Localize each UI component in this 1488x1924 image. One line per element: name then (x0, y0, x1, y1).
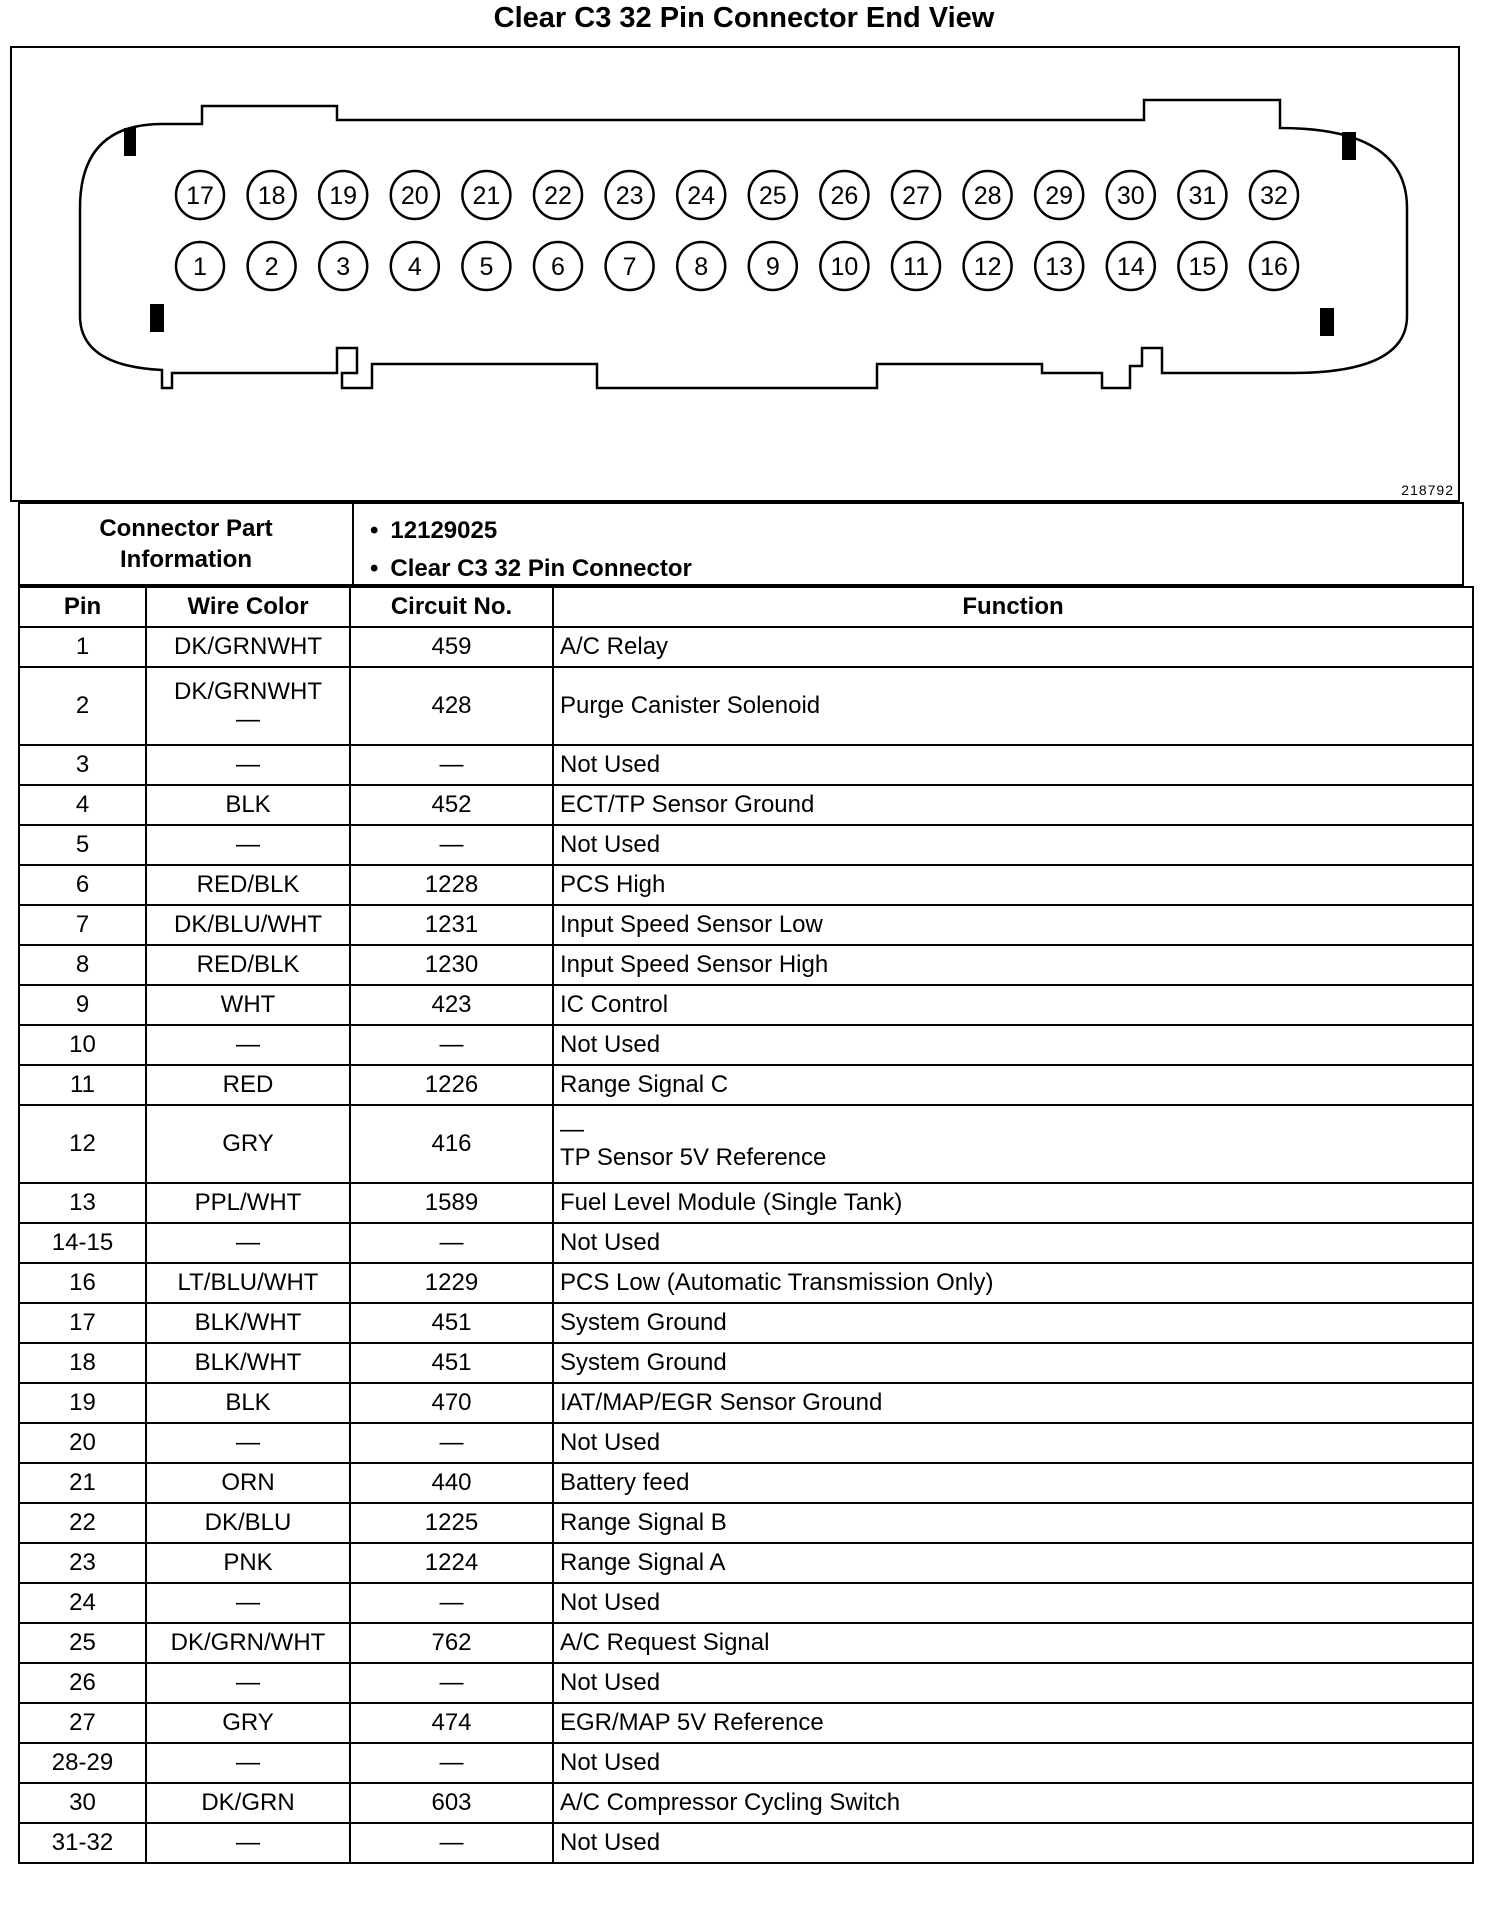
function-cell: Fuel Level Module (Single Tank) (553, 1183, 1473, 1223)
pin-label: 14 (1116, 253, 1145, 281)
pin-label: 19 (329, 182, 358, 210)
table-row (19, 627, 1473, 667)
function-cell: Not Used (553, 1025, 1473, 1065)
pin-label: 3 (336, 253, 351, 281)
function-cell (553, 1105, 1473, 1183)
wire-color-cell: — (146, 745, 350, 785)
wire-color-cell: GRY (146, 1703, 350, 1743)
wire-color-cell: — (146, 1025, 350, 1065)
circuit-cell: 428 (350, 667, 553, 745)
function-cell: ECT/TP Sensor Ground (553, 785, 1473, 825)
pin-cell: 21 (19, 1463, 146, 1503)
function-cell: Not Used (553, 825, 1473, 865)
pin-7 (606, 242, 654, 290)
pin-label: 31 (1188, 182, 1217, 210)
wire-color-cell: — (146, 1823, 350, 1863)
circuit-cell: 1231 (350, 905, 553, 945)
circuit-cell: — (350, 1583, 553, 1623)
wire-color-cell (146, 667, 350, 745)
table-header-row (19, 587, 1473, 627)
circuit-cell: 1589 (350, 1183, 553, 1223)
pin-1 (176, 242, 224, 290)
pin-label: 15 (1188, 253, 1217, 281)
circuit-cell: 1229 (350, 1263, 553, 1303)
table-row (19, 1303, 1473, 1343)
table-row (19, 1105, 1473, 1183)
pin-8 (677, 242, 725, 290)
pin-29 (1035, 171, 1083, 219)
table-row (19, 945, 1473, 985)
circuit-cell: — (350, 1743, 553, 1783)
table-row (19, 1025, 1473, 1065)
wire-color-cell: PNK (146, 1543, 350, 1583)
circuit-cell: 440 (350, 1463, 553, 1503)
pin-25 (749, 171, 797, 219)
pin-cell: 12 (19, 1105, 146, 1183)
circuit-cell: 416 (350, 1105, 553, 1183)
part-info-list (370, 512, 692, 588)
function-cell: IAT/MAP/EGR Sensor Ground (553, 1383, 1473, 1423)
function-cell: Not Used (553, 745, 1473, 785)
table-row (19, 1183, 1473, 1223)
pin-14 (1107, 242, 1155, 290)
pin-13 (1035, 242, 1083, 290)
pin-label: 7 (622, 253, 637, 281)
table-row (19, 1263, 1473, 1303)
wire-color-cell: RED/BLK (146, 865, 350, 905)
function-cell: A/C Relay (553, 627, 1473, 667)
pin-cell: 19 (19, 1383, 146, 1423)
circuit-cell: 1230 (350, 945, 553, 985)
pin-label: 6 (551, 253, 565, 281)
circuit-cell: 603 (350, 1783, 553, 1823)
pin-cell: 1 (19, 627, 146, 667)
circuit-cell: 474 (350, 1703, 553, 1743)
connector-outline (12, 48, 1458, 500)
function-cell: Not Used (553, 1823, 1473, 1863)
wire-color-cell: PPL/WHT (146, 1183, 350, 1223)
pin-label: 21 (472, 182, 501, 210)
circuit-cell: 1228 (350, 865, 553, 905)
function-cell: Input Speed Sensor Low (553, 905, 1473, 945)
pin-cell: 24 (19, 1583, 146, 1623)
function-cell: Input Speed Sensor High (553, 945, 1473, 985)
circuit-cell: 423 (350, 985, 553, 1025)
pin-15 (1178, 242, 1226, 290)
circuit-cell: — (350, 745, 553, 785)
wire-color-cell: — (146, 1663, 350, 1703)
circuit-cell: — (350, 1423, 553, 1463)
pin-cell: 25 (19, 1623, 146, 1663)
table-row (19, 1623, 1473, 1663)
pin-label: 24 (687, 182, 716, 210)
function-cell: PCS High (553, 865, 1473, 905)
pin-cell: 17 (19, 1303, 146, 1343)
wire-color-cell: GRY (146, 1105, 350, 1183)
pin-cell: 18 (19, 1343, 146, 1383)
pin-27 (892, 171, 940, 219)
circuit-cell: 762 (350, 1623, 553, 1663)
pin-3 (319, 242, 367, 290)
part-number: • 12129025 (370, 512, 692, 550)
circuit-cell: 451 (350, 1343, 553, 1383)
circuit-cell: — (350, 825, 553, 865)
circuit-cell: — (350, 1025, 553, 1065)
pin-cell: 30 (19, 1783, 146, 1823)
circuit-cell: 452 (350, 785, 553, 825)
wire-color-cell: RED/BLK (146, 945, 350, 985)
pin-label: 5 (479, 253, 494, 281)
pin-5 (462, 242, 510, 290)
wire-color-cell: — (146, 1743, 350, 1783)
circuit-cell: 470 (350, 1383, 553, 1423)
function-cell: Purge Canister Solenoid (553, 667, 1473, 745)
table-row (19, 1743, 1473, 1783)
pin-cell: 9 (19, 985, 146, 1025)
pin-cell: 13 (19, 1183, 146, 1223)
function-cell: Range Signal A (553, 1543, 1473, 1583)
table-row (19, 1503, 1473, 1543)
pin-label: 18 (257, 182, 286, 210)
function-cell: Not Used (553, 1743, 1473, 1783)
pin-label: 8 (694, 253, 709, 281)
table-row (19, 785, 1473, 825)
pin-label: 27 (902, 182, 930, 210)
wire-color-cell: BLK/WHT (146, 1303, 350, 1343)
pin-31 (1178, 171, 1226, 219)
circuit-cell: 451 (350, 1303, 553, 1343)
pin-6 (534, 242, 582, 290)
pin-28 (964, 171, 1012, 219)
pin-cell: 4 (19, 785, 146, 825)
pin-9 (749, 242, 797, 290)
header-function: Function (553, 587, 1473, 627)
wire-color-cell: RED (146, 1065, 350, 1105)
table-row (19, 1343, 1473, 1383)
pin-cell: 31-32 (19, 1823, 146, 1863)
table-row (19, 1543, 1473, 1583)
pin-30 (1107, 171, 1155, 219)
circuit-cell: — (350, 1223, 553, 1263)
function-cell: Battery feed (553, 1463, 1473, 1503)
top-pin-row (176, 171, 1298, 219)
pin-21 (462, 171, 510, 219)
wire-color-cell: BLK (146, 785, 350, 825)
header-circuit: Circuit No. (350, 587, 553, 627)
wire-color-cell: BLK (146, 1383, 350, 1423)
pin-12 (964, 242, 1012, 290)
wire-color-cell: DK/GRN (146, 1783, 350, 1823)
function-cell: Not Used (553, 1663, 1473, 1703)
function-cell: EGR/MAP 5V Reference (553, 1703, 1473, 1743)
function-cell-text: TP Sensor 5V Reference (560, 1144, 827, 1171)
pin-label: 28 (973, 182, 1002, 210)
pin-label: 17 (186, 182, 214, 210)
pin-32 (1250, 171, 1298, 219)
figure-id: 218792 (1401, 482, 1454, 498)
pin-cell: 20 (19, 1423, 146, 1463)
table-row (19, 865, 1473, 905)
circuit-cell: 1225 (350, 1503, 553, 1543)
pin-label: 10 (830, 253, 859, 281)
circuit-cell: 1224 (350, 1543, 553, 1583)
page-title: Clear C3 32 Pin Connector End View (493, 2, 995, 34)
pin-label: 4 (407, 253, 422, 281)
part-info-label: Connector Part Information (20, 504, 354, 584)
function-cell: A/C Compressor Cycling Switch (553, 1783, 1473, 1823)
wire-color-cell: — (146, 1583, 350, 1623)
pin-19 (319, 171, 367, 219)
function-cell: Not Used (553, 1223, 1473, 1263)
function-cell: Not Used (553, 1583, 1473, 1623)
table-row (19, 1065, 1473, 1105)
function-cell-dash: — (560, 1116, 584, 1143)
pin-cell: 7 (19, 905, 146, 945)
latch-mark-top-left (124, 128, 136, 156)
pin-label: 16 (1260, 253, 1288, 281)
function-cell: Not Used (553, 1423, 1473, 1463)
table-row (19, 985, 1473, 1025)
table-row (19, 667, 1473, 745)
table-row (19, 1383, 1473, 1423)
wire-color-cell: ORN (146, 1463, 350, 1503)
pin-22 (534, 171, 582, 219)
pin-23 (606, 171, 654, 219)
pin-16 (1250, 242, 1298, 290)
pin-17 (176, 171, 224, 219)
pin-cell: 16 (19, 1263, 146, 1303)
wire-color-cell: — (146, 1423, 350, 1463)
pin-4 (391, 242, 439, 290)
pin-cell: 5 (19, 825, 146, 865)
pin-18 (248, 171, 296, 219)
bottom-pin-row (176, 242, 1298, 290)
function-cell: Range Signal C (553, 1065, 1473, 1105)
wire-color-cell: — (146, 1223, 350, 1263)
pin-label: 32 (1260, 182, 1288, 210)
table-row (19, 1663, 1473, 1703)
pin-cell: 11 (19, 1065, 146, 1105)
wire-color-cell: WHT (146, 985, 350, 1025)
circuit-cell: — (350, 1823, 553, 1863)
pin-label: 20 (400, 182, 429, 210)
table-row (19, 1463, 1473, 1503)
wire-color-cell-text: DK/GRNWHT (174, 678, 322, 705)
table-row (19, 1423, 1473, 1463)
pin-cell: 2 (19, 667, 146, 745)
function-cell: PCS Low (Automatic Transmission Only) (553, 1263, 1473, 1303)
table-row (19, 1783, 1473, 1823)
pin-label: 25 (758, 182, 787, 210)
table-row (19, 745, 1473, 785)
pin-26 (820, 171, 868, 219)
wire-color-cell-dash: — (236, 706, 260, 733)
function-cell: A/C Request Signal (553, 1623, 1473, 1663)
pin-24 (677, 171, 725, 219)
connector-diagram (10, 46, 1460, 502)
wire-color-cell: LT/BLU/WHT (146, 1263, 350, 1303)
pin-label: 2 (264, 253, 279, 281)
pin-label: 23 (615, 182, 644, 210)
pin-cell: 22 (19, 1503, 146, 1543)
wire-color-cell: — (146, 825, 350, 865)
circuit-cell: 459 (350, 627, 553, 667)
pin-cell: 23 (19, 1543, 146, 1583)
pin-cell: 6 (19, 865, 146, 905)
pin-label: 22 (544, 182, 572, 210)
table-row (19, 1583, 1473, 1623)
pin-label: 13 (1045, 253, 1074, 281)
wire-color-cell: DK/GRN/WHT (146, 1623, 350, 1663)
latch-mark-bottom-right (1320, 308, 1334, 336)
pin-11 (892, 242, 940, 290)
pin-cell: 14-15 (19, 1223, 146, 1263)
table-row (19, 1223, 1473, 1263)
pin-label: 1 (193, 253, 207, 281)
latch-mark-top-right (1342, 132, 1356, 160)
pin-cell: 8 (19, 945, 146, 985)
connector-part-info (18, 502, 1464, 586)
pin-label: 12 (973, 253, 1002, 281)
table-row (19, 825, 1473, 865)
pin-label: 26 (830, 182, 859, 210)
circuit-cell: 1226 (350, 1065, 553, 1105)
function-cell: System Ground (553, 1303, 1473, 1343)
pin-table (18, 586, 1474, 1864)
function-cell: IC Control (553, 985, 1473, 1025)
part-description: • Clear C3 32 Pin Connector (370, 550, 692, 588)
table-row (19, 905, 1473, 945)
pin-2 (248, 242, 296, 290)
table-row (19, 1823, 1473, 1863)
pin-label: 11 (903, 253, 929, 281)
pin-cell: 28-29 (19, 1743, 146, 1783)
pin-cell: 3 (19, 745, 146, 785)
wire-color-cell: BLK/WHT (146, 1343, 350, 1383)
pin-cell: 10 (19, 1025, 146, 1065)
wire-color-cell: DK/BLU (146, 1503, 350, 1543)
pin-cell: 27 (19, 1703, 146, 1743)
wire-color-cell: DK/BLU/WHT (146, 905, 350, 945)
pin-label: 29 (1045, 182, 1074, 210)
function-cell: Range Signal B (553, 1503, 1473, 1543)
function-cell: System Ground (553, 1343, 1473, 1383)
pin-label: 30 (1116, 182, 1145, 210)
table-row (19, 1703, 1473, 1743)
pin-cell: 26 (19, 1663, 146, 1703)
pin-20 (391, 171, 439, 219)
header-wire-color: Wire Color (146, 587, 350, 627)
circuit-cell: — (350, 1663, 553, 1703)
header-pin: Pin (19, 587, 146, 627)
pin-label: 9 (765, 253, 780, 281)
wire-color-cell: DK/GRNWHT (146, 627, 350, 667)
pin-10 (820, 242, 868, 290)
latch-mark-bottom-left (150, 304, 164, 332)
